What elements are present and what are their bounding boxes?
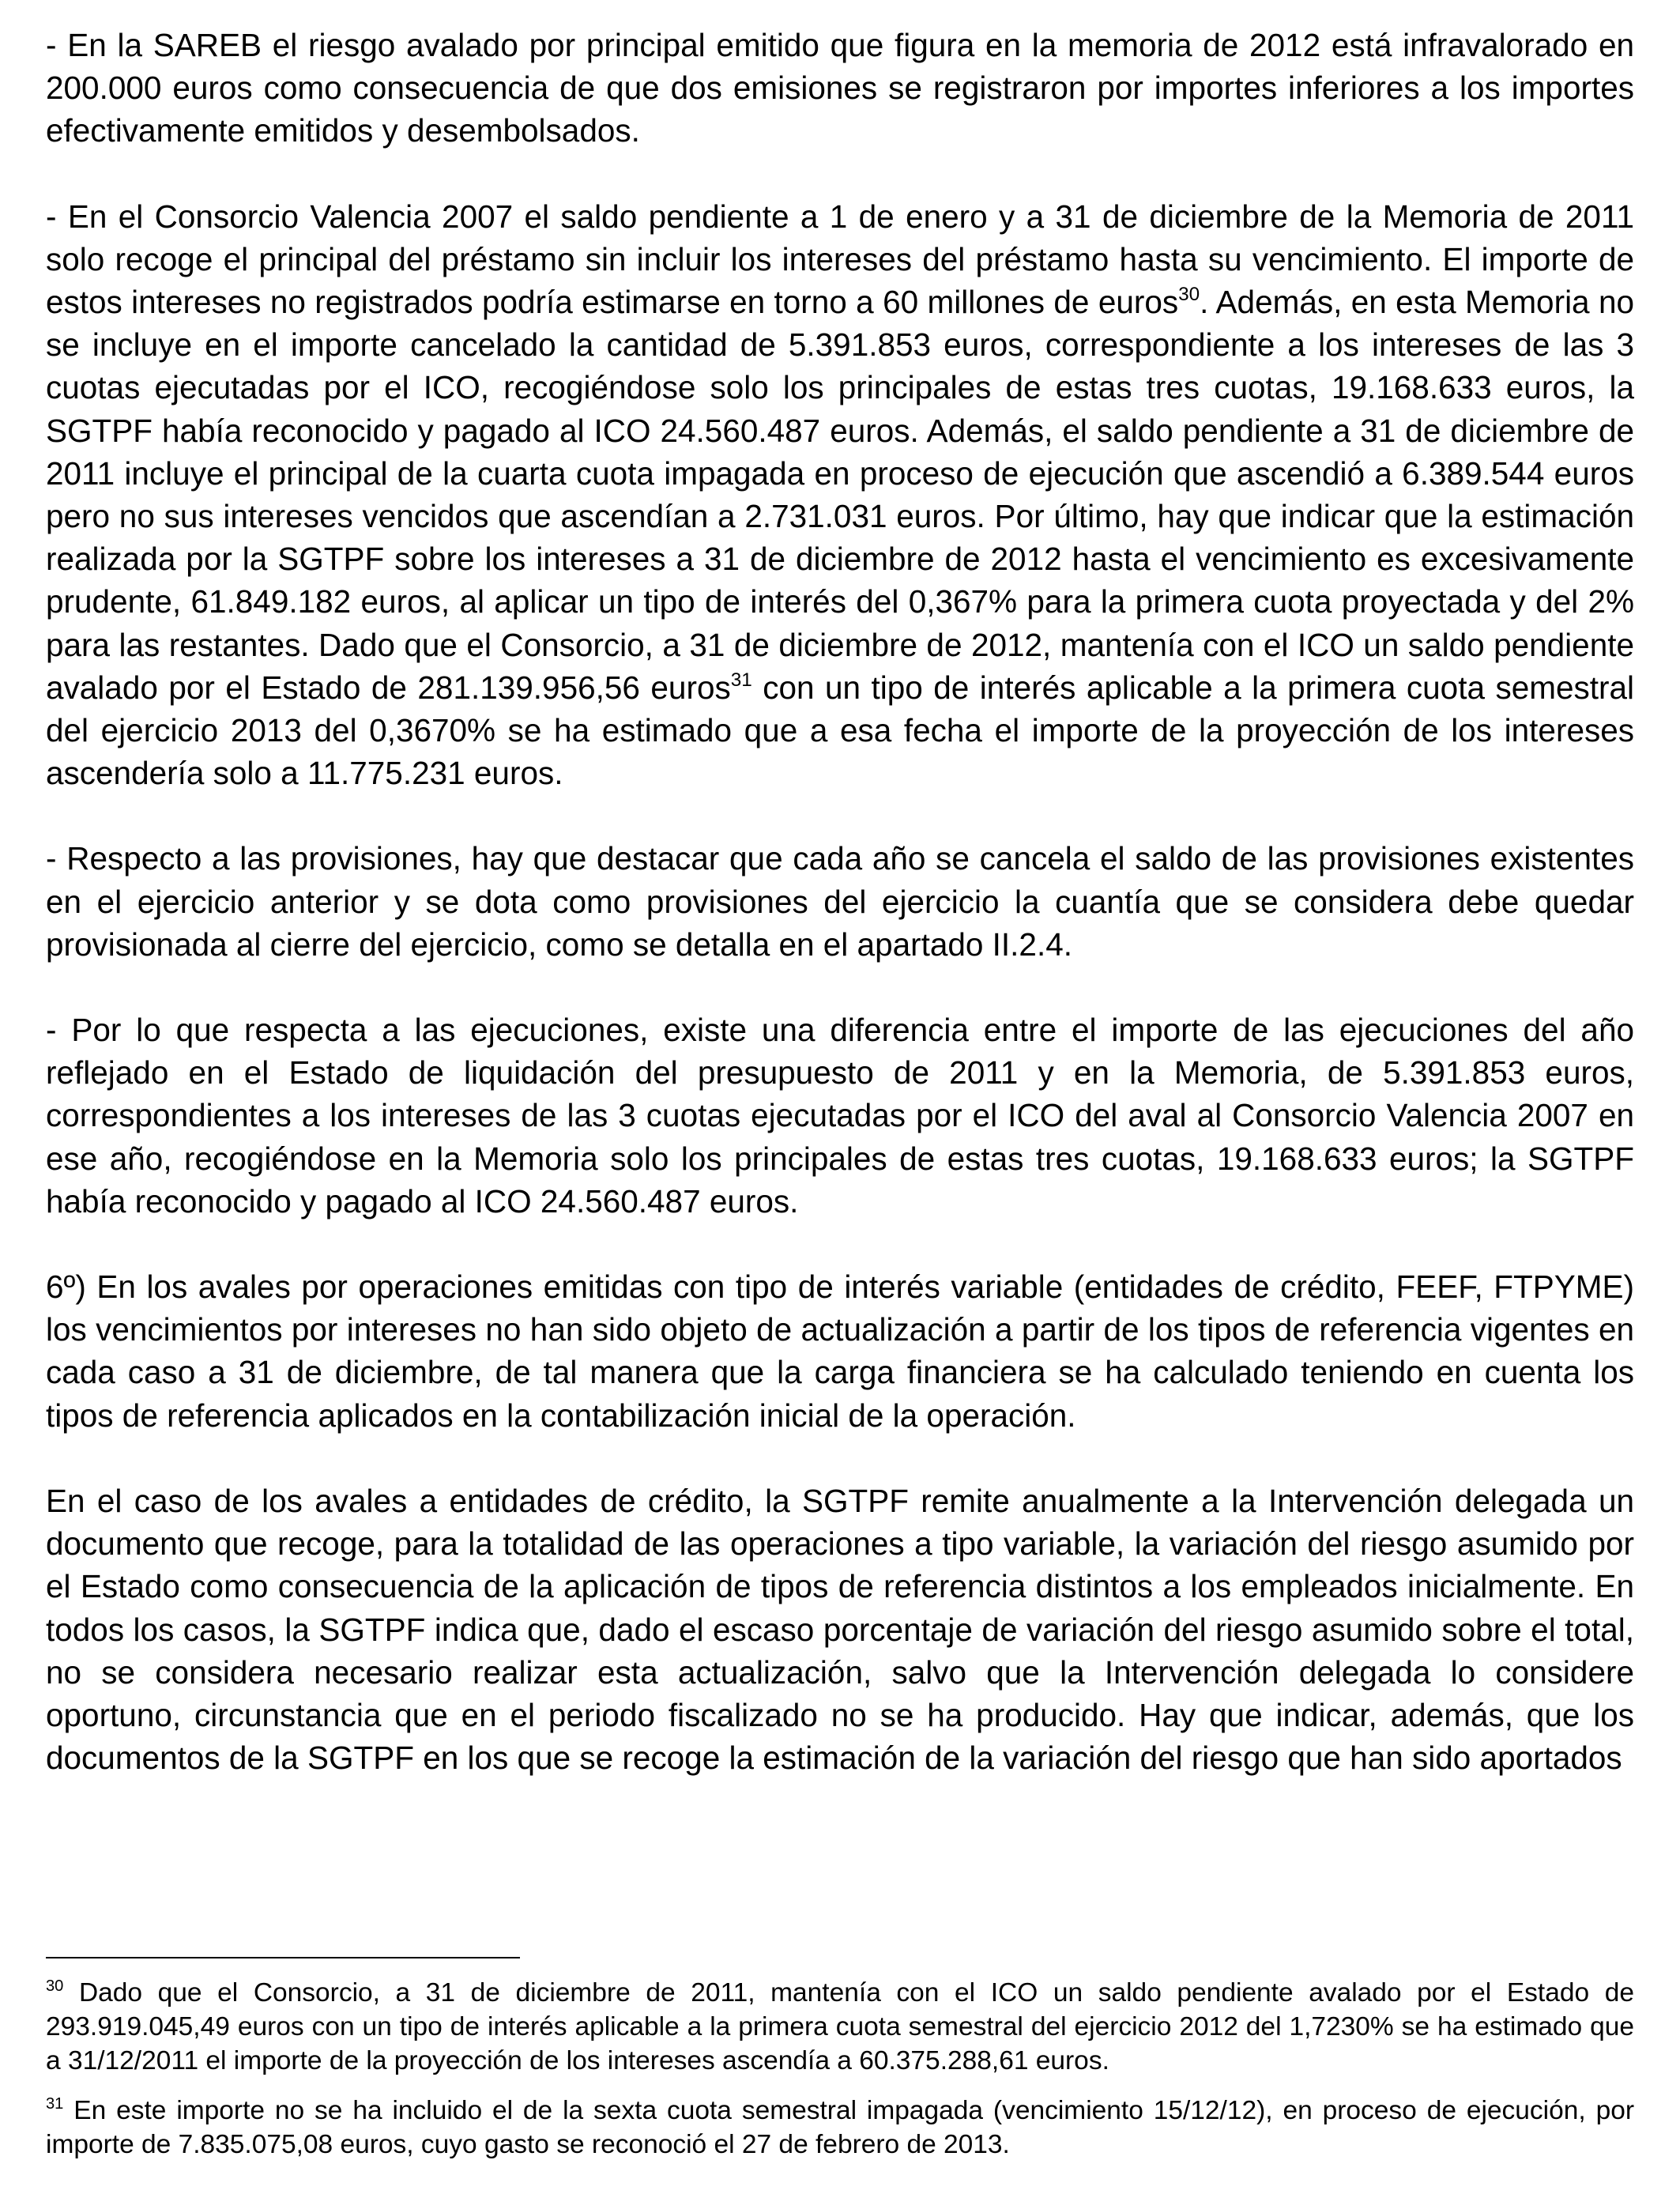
footnote-ref-31[interactable]: 31 <box>730 669 752 692</box>
footnote-30 <box>46 1976 1634 2078</box>
footnote-31 <box>46 2094 1634 2162</box>
footnote-separator <box>46 1957 520 1958</box>
paragraph-tipo-variable: 6º) En los avales por operaciones emitidas con tipo de interés variable (entidades de crédito, FEEF, FTPYME) los vencimientos por intereses no han sido objeto de actualización a partir de los tipos de referencia vigentes en cada caso a 31 de diciembre, de tal manera que la carga financiera se ha calculado teniendo en cuenta los tipos de referencia aplicados en la contabilización inicial de la operación. <box>46 1269 1634 1434</box>
footnote-text: En este importe no se ha incluido el de la sexta cuota semestral impagada (vencimiento 15/12/12), en proceso de ejecución, por importe de 7.835.075,08 euros, cuyo gasto se reconoció el 27 de febrero de 2013. <box>46 2096 1634 2159</box>
paragraph-entidades-credito: En el caso de los avales a entidades de crédito, la SGTPF remite anualmente a la Intervención delegada un documento que recoge, para la totalidad de las operaciones a tipo variable, la variación del riesgo asumido por el Estado como consecuencia de la aplicación de tipos de referencia distintos a los empleados inicialmente. En todos los casos, la SGTPF indica que, dado el escaso porcentaje de variación del riesgo asumido sobre el total, no se considera necesario realizar esta actualización, salvo que la Intervención delegada lo considere oportuno, circunstancia que en el periodo fiscalizado no se ha producido. Hay que indicar, además, que los documentos de la SGTPF en los que se recoge la estimación de la variación del riesgo que han sido aportados <box>46 1482 1634 1777</box>
paragraph-text: . Además, en esta Memoria no se incluye en el importe cancelado la cantidad de 5.391.853 euros, correspondiente a los intereses de las 3 cuotas ejecutadas por el ICO, recogiéndose solo los principales de estas tres cuotas, 19.168.633 euros, la SGTPF había reconocido y pagado al ICO 24.560.487 euros. Además, el saldo pendiente a 31 de diciembre de 2011 incluye el principal de la cuarta cuota impagada en proceso de ejecución que ascendió a 6.389.544 euros pero no sus intereses vencidos que ascendían a 2.731.031 euros. Por último, hay que indicar que la estimación realizada por la SGTPF sobre los intereses a 31 de diciembre de 2012 hasta el vencimiento es excesivamente prudente, 61.849.182 euros, al aplicar un tipo de interés del 0,367% para la primera cuota proyectada y del 2% para las restantes. Dado que el Consorcio, a 31 de diciembre de 2012, mantenía con el ICO un saldo pendiente avalado por el Estado de 281.139.956,56 euros <box>46 284 1634 706</box>
paragraph-provisiones: - Respecto a las provisiones, hay que destacar que cada año se cancela el saldo de las provisiones existentes en el ejercicio anterior y se dota como provisiones del ejercicio la cuantía que se considera debe quedar provisionada al cierre del ejercicio, como se detalla en el apartado II.2.4. <box>46 840 1634 963</box>
document-body <box>46 24 1634 1822</box>
paragraph-consorcio-valencia <box>46 195 1634 795</box>
footnote-number: 30 <box>46 1977 64 1995</box>
footnote-text: Dado que el Consorcio, a 31 de diciembre de 2011, mantenía con el ICO un saldo pendiente avalado por el Estado de 293.919.045,49 euros con un tipo de interés aplicable a la primera cuota semestral del ejercicio 2012 del 1,7230% se ha estimado que a 31/12/2011 el importe de la proyección de los intereses ascendía a 60.375.288,61 euros. <box>46 1978 1634 2075</box>
paragraph-text: - En el Consorcio Valencia 2007 el saldo pendiente a 1 de enero y a 31 de diciembre de la Memoria de 2011 solo recoge el principal del préstamo sin incluir los intereses del préstamo hasta su vencimiento. El importe de estos intereses no registrados podría estimarse en torno a 60 millones de euros <box>46 198 1634 321</box>
footnote-number: 31 <box>46 2094 64 2113</box>
paragraph-ejecuciones: - Por lo que respecta a las ejecuciones, existe una diferencia entre el importe de las ejecuciones del año reflejado en el Estado de liquidación del presupuesto de 2011 y en la Memoria, de 5.391.853 euros, correspondientes a los intereses de las 3 cuotas ejecutadas por el ICO del aval al Consorcio Valencia 2007 en ese año, recogiéndose en la Memoria solo los principales de estas tres cuotas, 19.168.633 euros; la SGTPF había reconocido y pagado al ICO 24.560.487 euros. <box>46 1012 1634 1220</box>
paragraph-sareb: - En la SAREB el riesgo avalado por principal emitido que figura en la memoria de 2012 está infravalorado en 200.000 euros como consecuencia de que dos emisiones se registraron por importes inferiores a los importes efectivamente emitidos y desembolsados. <box>46 27 1634 149</box>
footnote-ref-30[interactable]: 30 <box>1178 284 1200 306</box>
paragraph-text: con un tipo de interés aplicable a la primera cuota semestral del ejercicio 2013 del 0,3670% se ha estimado que a esa fecha el importe de la proyección de los intereses ascendería solo a 11.775.231 euros. <box>46 669 1634 792</box>
footnotes <box>46 1976 1634 2177</box>
